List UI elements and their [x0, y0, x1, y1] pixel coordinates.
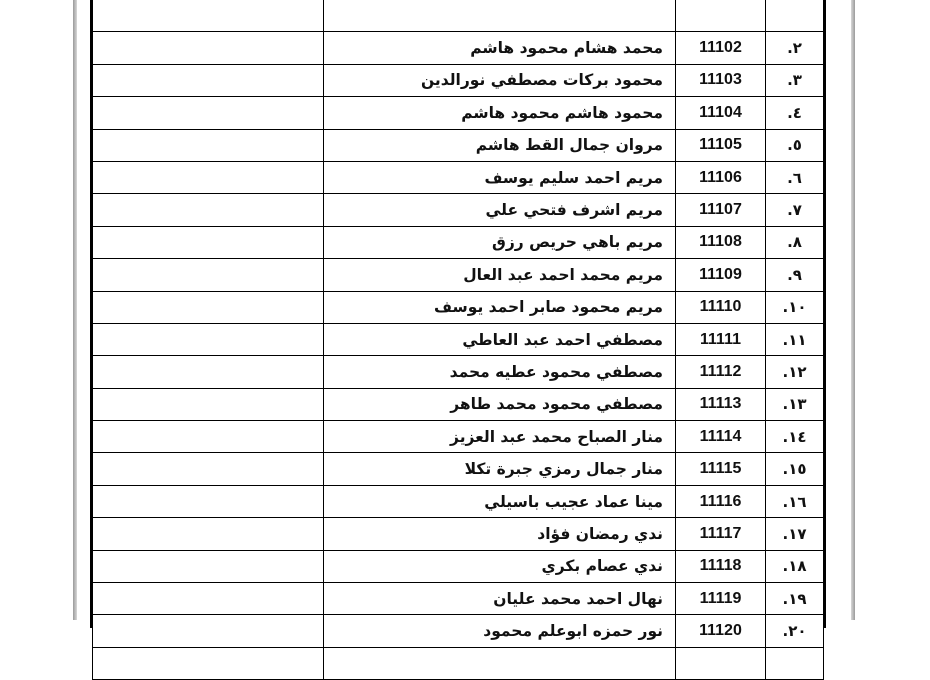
table-row [93, 356, 824, 388]
table-row [93, 291, 824, 323]
table-row [93, 550, 824, 582]
code-cell: 11105 [676, 129, 766, 161]
blank-cell [93, 518, 324, 550]
name-cell: محمد هشام محمود هاشم [324, 32, 676, 64]
code-cell: 11109 [676, 259, 766, 291]
table-row [93, 226, 824, 258]
table-row [93, 259, 824, 291]
table-row [93, 64, 824, 96]
blank-cell [93, 550, 324, 582]
code-cell: 11118 [676, 550, 766, 582]
blank-cell [93, 259, 324, 291]
index-cell: ٣. [766, 64, 824, 96]
blank-cell [93, 291, 324, 323]
table-row [93, 615, 824, 647]
index-cell: ١١. [766, 323, 824, 355]
blank-cell [93, 388, 324, 420]
name-cell: مريم محمد احمد عبد العال [324, 259, 676, 291]
name-cell: محمود بركات مصطفي نورالدين [324, 64, 676, 96]
name-cell: مروان جمال القط هاشم [324, 129, 676, 161]
student-roster-table [92, 0, 824, 680]
name-cell: مصطفي محمود عطيه محمد [324, 356, 676, 388]
code-cell: 11120 [676, 615, 766, 647]
code-cell: 11117 [676, 518, 766, 550]
index-cell [766, 0, 824, 32]
blank-cell [93, 356, 324, 388]
blank-cell [93, 615, 324, 647]
table-row [93, 97, 824, 129]
name-cell: مريم باهي حريص رزق [324, 226, 676, 258]
code-cell: 11116 [676, 485, 766, 517]
code-cell: 11110 [676, 291, 766, 323]
index-cell: ٦. [766, 161, 824, 193]
name-cell: مينا عماد عجيب باسيلي [324, 485, 676, 517]
table-row [93, 485, 824, 517]
table-row [93, 583, 824, 615]
name-cell: مصطفي محمود محمد طاهر [324, 388, 676, 420]
table-row [93, 323, 824, 355]
table-row [93, 518, 824, 550]
name-cell: منار الصباح محمد عبد العزيز [324, 421, 676, 453]
table-row [93, 129, 824, 161]
code-cell: 11111 [676, 323, 766, 355]
table-row [93, 388, 824, 420]
page-edge-right [851, 0, 855, 620]
index-cell: ١٣. [766, 388, 824, 420]
name-cell: مريم اشرف فتحي علي [324, 194, 676, 226]
blank-cell [93, 97, 324, 129]
name-cell: محمود هاشم محمود هاشم [324, 97, 676, 129]
name-cell: نور حمزه ابوعلم محمود [324, 615, 676, 647]
index-cell: ١٩. [766, 583, 824, 615]
name-cell: منار جمال رمزي جبرة تكلا [324, 453, 676, 485]
index-cell: ٢٠. [766, 615, 824, 647]
blank-cell [93, 161, 324, 193]
table-row [93, 32, 824, 64]
index-cell: ١٦. [766, 485, 824, 517]
name-cell: نهال احمد محمد عليان [324, 583, 676, 615]
blank-cell [93, 421, 324, 453]
blank-cell [93, 453, 324, 485]
index-cell: ١٥. [766, 453, 824, 485]
index-cell: ٢. [766, 32, 824, 64]
name-cell: ندي رمضان فؤاد [324, 518, 676, 550]
blank-cell [93, 485, 324, 517]
blank-cell [93, 647, 324, 679]
blank-cell [93, 0, 324, 32]
table-row-partial-bottom [93, 647, 824, 679]
name-cell: ندي عصام بكري [324, 550, 676, 582]
blank-cell [93, 194, 324, 226]
code-cell: 11108 [676, 226, 766, 258]
table-row [93, 194, 824, 226]
name-cell [324, 0, 676, 32]
code-cell: 11113 [676, 388, 766, 420]
blank-cell [93, 323, 324, 355]
num-cell [766, 647, 824, 679]
table-row [93, 453, 824, 485]
name-cell [324, 647, 676, 679]
code-cell: 11106 [676, 161, 766, 193]
roster-body [93, 0, 824, 680]
code-cell [676, 0, 766, 32]
index-cell: ١٢. [766, 356, 824, 388]
name-cell: مريم محمود صابر احمد يوسف [324, 291, 676, 323]
index-cell: ٤. [766, 97, 824, 129]
code-cell: 11114 [676, 421, 766, 453]
table-row [93, 421, 824, 453]
index-cell: ١٠. [766, 291, 824, 323]
name-cell: مريم احمد سليم يوسف [324, 161, 676, 193]
table-row-partial-top [93, 0, 824, 32]
index-cell: ١٧. [766, 518, 824, 550]
blank-cell [93, 583, 324, 615]
code-cell: 11104 [676, 97, 766, 129]
code-cell: 11107 [676, 194, 766, 226]
index-cell: ٥. [766, 129, 824, 161]
code-cell: 11115 [676, 453, 766, 485]
name-cell: مصطفي احمد عبد العاطي [324, 323, 676, 355]
code-cell [676, 647, 766, 679]
index-cell: ٩. [766, 259, 824, 291]
code-cell: 11119 [676, 583, 766, 615]
index-cell: ٨. [766, 226, 824, 258]
blank-cell [93, 129, 324, 161]
blank-cell [93, 226, 324, 258]
blank-cell [93, 32, 324, 64]
code-cell: 11102 [676, 32, 766, 64]
index-cell: ٧. [766, 194, 824, 226]
table-row [93, 161, 824, 193]
blank-cell [93, 64, 324, 96]
page-edge-left [73, 0, 77, 620]
index-cell: ١٤. [766, 421, 824, 453]
code-cell: 11103 [676, 64, 766, 96]
code-cell: 11112 [676, 356, 766, 388]
index-cell: ١٨. [766, 550, 824, 582]
